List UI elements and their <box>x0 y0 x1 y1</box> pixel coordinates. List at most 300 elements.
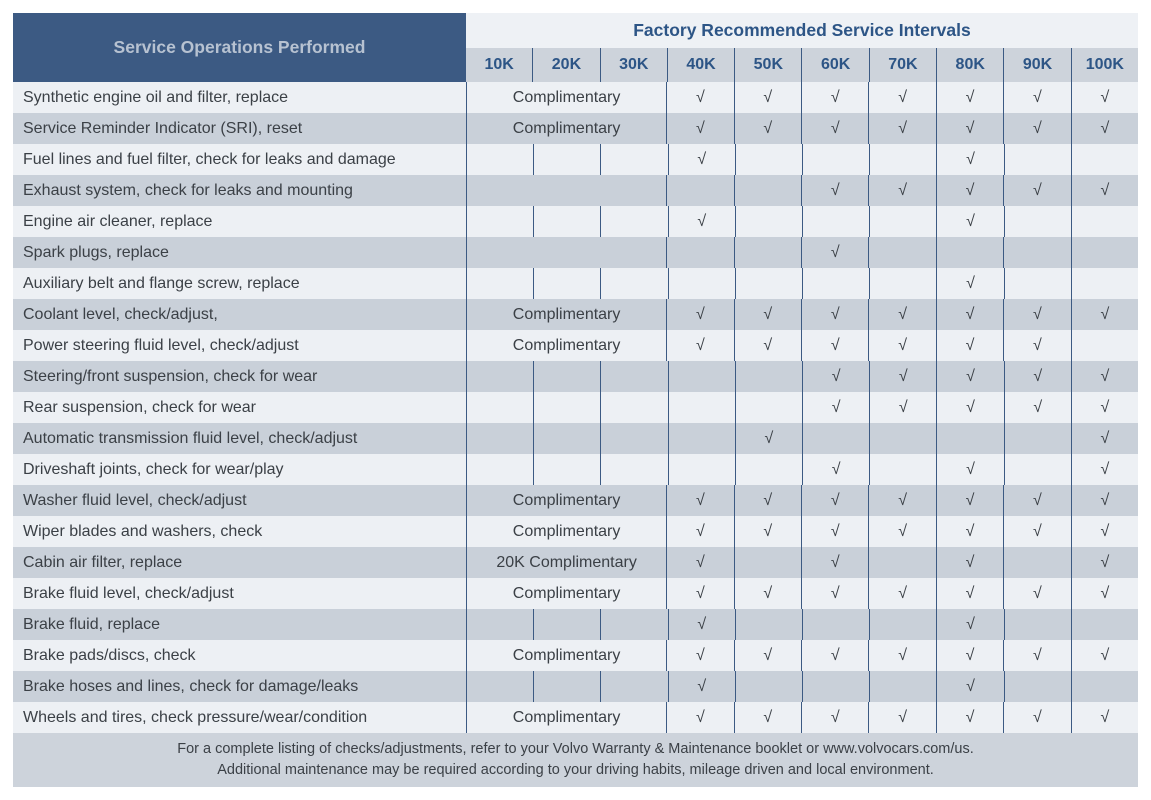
interval-cell-100k <box>1071 206 1138 237</box>
interval-cell-70k <box>868 330 935 361</box>
row-label: Power steering fluid level, check/adjust <box>23 336 299 354</box>
row-cells <box>466 578 1138 609</box>
interval-cell-60k <box>801 702 868 733</box>
interval-cell-20k <box>533 454 600 485</box>
interval-cell-20k <box>533 609 600 640</box>
checkmark-icon: √ <box>763 491 773 509</box>
checkmark-icon: √ <box>1100 522 1110 540</box>
table-row <box>13 578 1138 609</box>
interval-cell-10k <box>467 392 533 423</box>
interval-cell-60k <box>801 113 868 144</box>
complimentary-span-cell: Complimentary <box>512 522 621 540</box>
intervals-header <box>466 13 1138 82</box>
checkmark-icon: √ <box>831 460 841 478</box>
interval-cell-60k <box>801 330 868 361</box>
row-label: Engine air cleaner, replace <box>23 212 213 230</box>
interval-cell-40k <box>666 299 733 330</box>
checkmark-icon: √ <box>696 553 705 571</box>
interval-cell-40k <box>668 268 735 299</box>
interval-cell-70k <box>869 609 936 640</box>
row-label: Brake fluid, replace <box>23 615 160 633</box>
row-label: Driveshaft joints, check for wear/play <box>23 460 284 478</box>
interval-cell-40k <box>666 82 733 113</box>
interval-cell-60k <box>801 82 868 113</box>
checkmark-icon: √ <box>966 398 975 416</box>
checkmark-icon: √ <box>898 181 908 199</box>
checkmark-icon: √ <box>830 708 840 726</box>
checkmark-icon: √ <box>696 336 705 354</box>
interval-cell-50k <box>734 640 801 671</box>
interval-cell-90k <box>1003 516 1070 547</box>
interval-cell-100k <box>1071 640 1138 671</box>
interval-cell-60k <box>801 547 868 578</box>
interval-cell-50k <box>735 609 802 640</box>
service-operations-header: Service Operations Performed <box>13 13 466 82</box>
interval-cell-70k <box>869 206 936 237</box>
interval-cell-80k <box>936 82 1003 113</box>
interval-cell-20k <box>533 423 600 454</box>
checkmark-icon: √ <box>1100 553 1110 571</box>
interval-cell-50k <box>734 82 801 113</box>
interval-cell-40k <box>668 454 735 485</box>
checkmark-icon: √ <box>1033 708 1042 726</box>
interval-cell-10k <box>467 361 533 392</box>
footer-line-2: Additional maintenance may be required according to your driving habits, mileage driven and local environment. <box>217 762 934 778</box>
interval-cell-30k <box>600 392 667 423</box>
interval-cell-40k <box>668 144 735 175</box>
complimentary-span-cell: Complimentary <box>512 88 621 106</box>
checkmark-icon: √ <box>1100 584 1110 602</box>
checkmark-icon: √ <box>763 522 773 540</box>
checkmark-icon: √ <box>898 491 908 509</box>
row-cells <box>466 485 1138 516</box>
row-cells <box>466 671 1138 702</box>
checkmark-icon: √ <box>966 212 975 230</box>
interval-cell-80k <box>936 113 1003 144</box>
checkmark-icon: √ <box>965 646 975 664</box>
table-row <box>13 702 1138 733</box>
interval-cell-90k <box>1003 299 1070 330</box>
interval-cell-40k <box>666 640 733 671</box>
interval-cell-100k <box>1071 175 1138 206</box>
interval-cell-40k <box>668 609 735 640</box>
row-cells <box>466 299 1138 330</box>
row-cells <box>466 175 1138 206</box>
interval-cell-80k <box>936 392 1003 423</box>
interval-cell-60k <box>802 454 869 485</box>
interval-cell-80k <box>936 485 1003 516</box>
checkmark-icon: √ <box>965 181 975 199</box>
checkmark-icon: √ <box>697 677 707 695</box>
interval-cell-90k <box>1004 609 1071 640</box>
checkmark-icon: √ <box>763 119 773 137</box>
interval-cell-50k <box>734 516 801 547</box>
interval-cell-60k <box>802 361 869 392</box>
checkmark-icon: √ <box>965 305 975 323</box>
row-label: Service Reminder Indicator (SRI), reset <box>23 119 303 137</box>
interval-cell-10k <box>467 268 533 299</box>
checkmark-icon: √ <box>898 336 908 354</box>
row-cells <box>466 392 1138 423</box>
interval-cell-70k <box>869 671 936 702</box>
checkmark-icon: √ <box>965 522 975 540</box>
interval-cell-50k <box>734 237 801 268</box>
interval-cell-50k <box>735 268 802 299</box>
interval-cell-80k <box>936 268 1003 299</box>
interval-cell-20k <box>533 671 600 702</box>
column-header-50k: 50K <box>734 48 801 82</box>
checkmark-icon: √ <box>965 708 975 726</box>
interval-cell-90k <box>1003 547 1070 578</box>
complimentary-span-cell: Complimentary <box>512 646 621 664</box>
checkmark-icon: √ <box>898 646 908 664</box>
interval-cell-70k <box>869 144 936 175</box>
column-header-60k: 60K <box>801 48 868 82</box>
checkmark-icon: √ <box>1100 429 1110 447</box>
interval-cell-100k <box>1071 113 1138 144</box>
row-label: Rear suspension, check for wear <box>23 398 256 416</box>
checkmark-icon: √ <box>831 367 841 385</box>
interval-cell-100k <box>1071 702 1138 733</box>
checkmark-icon: √ <box>1033 336 1042 354</box>
column-header-20k: 20K <box>532 48 599 82</box>
interval-cell-70k <box>868 547 935 578</box>
checkmark-icon: √ <box>830 646 840 664</box>
checkmark-icon: √ <box>696 491 705 509</box>
interval-cell-40k <box>666 702 733 733</box>
interval-cell-90k <box>1003 113 1070 144</box>
checkmark-icon: √ <box>1033 491 1042 509</box>
table-row <box>13 113 1138 144</box>
interval-cell-70k <box>868 237 935 268</box>
table-row <box>13 609 1138 640</box>
table-row <box>13 547 1138 578</box>
interval-cell-90k <box>1004 268 1071 299</box>
interval-cell-100k <box>1071 237 1138 268</box>
interval-cell-50k <box>734 702 801 733</box>
interval-cell-70k <box>868 113 935 144</box>
checkmark-icon: √ <box>965 88 975 106</box>
interval-cell-30k <box>600 454 667 485</box>
interval-cell-80k <box>936 516 1003 547</box>
checkmark-icon: √ <box>1033 305 1042 323</box>
row-label: Steering/front suspension, check for wear <box>23 367 318 385</box>
interval-cell-70k <box>869 361 936 392</box>
interval-cell-90k <box>1004 206 1071 237</box>
checkmark-icon: √ <box>966 274 975 292</box>
interval-cell-30k <box>600 671 667 702</box>
interval-cell-90k <box>1004 361 1071 392</box>
checkmark-icon: √ <box>1100 398 1110 416</box>
row-cells <box>466 361 1138 392</box>
interval-cell-70k <box>868 485 935 516</box>
checkmark-icon: √ <box>696 522 705 540</box>
interval-cell-50k <box>734 578 801 609</box>
interval-cell-80k <box>936 330 1003 361</box>
interval-cell-100k <box>1071 547 1138 578</box>
table-row <box>13 144 1138 175</box>
column-header-70k: 70K <box>869 48 936 82</box>
interval-cell-10k <box>467 671 533 702</box>
checkmark-icon: √ <box>1100 367 1110 385</box>
checkmark-icon: √ <box>965 336 975 354</box>
table-row <box>13 175 1138 206</box>
interval-cell-60k <box>801 578 868 609</box>
interval-cell-90k <box>1004 144 1071 175</box>
interval-cell-50k <box>734 113 801 144</box>
interval-cell-60k <box>801 485 868 516</box>
checkmark-icon: √ <box>966 677 975 695</box>
interval-cell-90k <box>1003 237 1070 268</box>
checkmark-icon: √ <box>1100 708 1110 726</box>
interval-cell-80k <box>936 578 1003 609</box>
row-label: Wiper blades and washers, check <box>23 522 263 540</box>
checkmark-icon: √ <box>830 119 840 137</box>
factory-intervals-title: Factory Recommended Service Intervals <box>466 13 1138 48</box>
row-label: Coolant level, check/adjust, <box>23 305 218 323</box>
checkmark-icon: √ <box>696 119 705 137</box>
interval-cell-60k <box>802 609 869 640</box>
row-label: Washer fluid level, check/adjust <box>23 491 247 509</box>
interval-cell-20k <box>533 206 600 237</box>
checkmark-icon: √ <box>1033 119 1042 137</box>
table-row <box>13 454 1138 485</box>
interval-cell-100k <box>1071 485 1138 516</box>
interval-cell-20k <box>533 361 600 392</box>
table-row <box>13 640 1138 671</box>
interval-cell-20k <box>533 268 600 299</box>
row-label: Synthetic engine oil and filter, replace <box>23 88 289 106</box>
checkmark-icon: √ <box>966 460 975 478</box>
interval-cell-30k <box>600 268 667 299</box>
interval-cell-10k <box>467 609 533 640</box>
table-row <box>13 82 1138 113</box>
checkmark-icon: √ <box>1033 398 1043 416</box>
column-header-10k: 10K <box>484 56 514 73</box>
interval-cell-80k <box>936 299 1003 330</box>
interval-cell-90k <box>1003 82 1070 113</box>
table-row <box>13 268 1138 299</box>
row-cells <box>466 206 1138 237</box>
interval-cell-100k <box>1071 609 1138 640</box>
row-label: Cabin air filter, replace <box>23 553 183 571</box>
row-label: Wheels and tires, check pressure/wear/condition <box>23 708 368 726</box>
table-row <box>13 330 1138 361</box>
checkmark-icon: √ <box>966 615 975 633</box>
interval-cell-20k <box>533 392 600 423</box>
checkmark-icon: √ <box>830 88 840 106</box>
interval-cell-80k <box>936 237 1003 268</box>
checkmark-icon: √ <box>830 305 840 323</box>
checkmark-icon: √ <box>831 398 841 416</box>
interval-cell-60k <box>802 206 869 237</box>
interval-cell-60k <box>801 640 868 671</box>
table-row <box>13 206 1138 237</box>
row-cells <box>466 516 1138 547</box>
interval-cell-50k <box>735 206 802 237</box>
interval-cell-60k <box>802 144 869 175</box>
checkmark-icon: √ <box>764 429 774 447</box>
table-row <box>13 237 1138 268</box>
interval-cell-30k <box>600 144 667 175</box>
interval-cell-40k <box>666 485 733 516</box>
checkmark-icon: √ <box>1033 522 1042 540</box>
interval-cell-80k <box>936 423 1003 454</box>
interval-cell-80k <box>936 640 1003 671</box>
interval-cell-40k <box>666 175 733 206</box>
checkmark-icon: √ <box>830 522 840 540</box>
table-row <box>13 516 1138 547</box>
row-cells <box>466 268 1138 299</box>
interval-cell-40k <box>668 423 735 454</box>
interval-cell-40k <box>666 113 733 144</box>
interval-cell-30k <box>600 423 667 454</box>
interval-cell-60k <box>801 237 868 268</box>
service-interval-table <box>13 13 1138 787</box>
checkmark-icon: √ <box>763 708 773 726</box>
column-header-100k: 100K <box>1071 48 1138 82</box>
interval-cell-60k <box>801 175 868 206</box>
interval-cell-40k <box>666 516 733 547</box>
row-label: Spark plugs, replace <box>23 243 169 261</box>
complimentary-span-cell: Complimentary <box>512 708 621 726</box>
interval-cell-40k <box>668 361 735 392</box>
interval-cell-90k <box>1003 578 1070 609</box>
complimentary-span-cell: Complimentary <box>512 119 621 137</box>
checkmark-icon: √ <box>1033 181 1042 199</box>
interval-cell-10k <box>467 423 533 454</box>
interval-cell-80k <box>936 144 1003 175</box>
checkmark-icon: √ <box>1100 88 1110 106</box>
interval-cell-80k <box>936 609 1003 640</box>
interval-cell-100k <box>1071 671 1138 702</box>
checkmark-icon: √ <box>697 212 707 230</box>
interval-cell-70k <box>868 175 935 206</box>
interval-cell-40k <box>668 671 735 702</box>
checkmark-icon: √ <box>830 553 840 571</box>
checkmark-icon: √ <box>1033 367 1043 385</box>
interval-cell-50k <box>735 144 802 175</box>
table-row <box>13 671 1138 702</box>
checkmark-icon: √ <box>1100 119 1110 137</box>
checkmark-icon: √ <box>898 398 908 416</box>
checkmark-icon: √ <box>1100 181 1110 199</box>
interval-cell-80k <box>936 175 1003 206</box>
complimentary-span-cell: Complimentary <box>512 584 621 602</box>
row-cells <box>466 640 1138 671</box>
interval-cell-10k <box>467 206 533 237</box>
row-cells <box>466 144 1138 175</box>
checkmark-icon: √ <box>830 181 840 199</box>
column-header-90k: 90K <box>1003 48 1070 82</box>
interval-cell-50k <box>734 547 801 578</box>
row-cells <box>466 113 1138 144</box>
complimentary-span-cell: Complimentary <box>512 305 621 323</box>
row-label: Brake pads/discs, check <box>23 646 196 664</box>
interval-cell-70k <box>868 516 935 547</box>
checkmark-icon: √ <box>1100 491 1110 509</box>
checkmark-icon: √ <box>966 150 975 168</box>
interval-cell-40k <box>666 330 733 361</box>
checkmark-icon: √ <box>696 305 705 323</box>
checkmark-icon: √ <box>898 584 908 602</box>
interval-cell-40k <box>666 578 733 609</box>
interval-cell-90k <box>1003 702 1070 733</box>
interval-cell-100k <box>1071 361 1138 392</box>
interval-cell-90k <box>1004 423 1071 454</box>
interval-cell-90k <box>1004 454 1071 485</box>
interval-cell-100k <box>1071 423 1138 454</box>
interval-cell-50k <box>734 330 801 361</box>
interval-cell-60k <box>801 516 868 547</box>
checkmark-icon: √ <box>898 522 908 540</box>
checkmark-icon: √ <box>696 708 705 726</box>
interval-cell-70k <box>868 640 935 671</box>
complimentary-span-cell <box>467 237 666 268</box>
checkmark-icon: √ <box>965 553 975 571</box>
checkmark-icon: √ <box>830 491 840 509</box>
checkmark-icon: √ <box>697 615 707 633</box>
table-row <box>13 392 1138 423</box>
interval-cell-50k <box>735 671 802 702</box>
table-header <box>13 13 1138 82</box>
checkmark-icon: √ <box>898 708 908 726</box>
complimentary-span-cell: 20K Complimentary <box>496 553 637 571</box>
column-header-30k: 30K <box>600 48 667 82</box>
interval-cell-60k <box>802 268 869 299</box>
footer-note <box>13 733 1138 787</box>
interval-cell-100k <box>1071 299 1138 330</box>
checkmark-icon: √ <box>898 367 908 385</box>
interval-cell-60k <box>802 671 869 702</box>
column-headers <box>466 48 1138 82</box>
table-row <box>13 361 1138 392</box>
interval-cell-80k <box>936 206 1003 237</box>
checkmark-icon: √ <box>830 584 840 602</box>
interval-cell-60k <box>802 423 869 454</box>
row-cells <box>466 609 1138 640</box>
checkmark-icon: √ <box>1033 584 1042 602</box>
table-row <box>13 485 1138 516</box>
row-label: Automatic transmission fluid level, check/adjust <box>23 429 358 447</box>
row-cells <box>466 330 1138 361</box>
interval-cell-100k <box>1071 516 1138 547</box>
interval-cell-70k <box>869 392 936 423</box>
complimentary-span-cell: Complimentary <box>512 491 621 509</box>
interval-cell-50k <box>734 485 801 516</box>
interval-cell-80k <box>936 547 1003 578</box>
interval-cell-80k <box>936 454 1003 485</box>
interval-cell-90k <box>1003 640 1070 671</box>
interval-cell-100k <box>1071 454 1138 485</box>
complimentary-span-cell <box>467 175 666 206</box>
interval-cell-70k <box>869 454 936 485</box>
column-header-80k: 80K <box>936 48 1003 82</box>
interval-cell-40k <box>668 206 735 237</box>
interval-cell-90k <box>1003 330 1070 361</box>
row-cells <box>466 423 1138 454</box>
interval-cell-100k <box>1071 392 1138 423</box>
interval-cell-80k <box>936 702 1003 733</box>
interval-cell-10k <box>467 144 533 175</box>
interval-cell-10k <box>467 454 533 485</box>
checkmark-icon: √ <box>830 336 840 354</box>
interval-cell-50k <box>735 392 802 423</box>
interval-cell-100k <box>1071 330 1138 361</box>
row-cells <box>466 237 1138 268</box>
interval-cell-70k <box>868 578 935 609</box>
row-cells <box>466 702 1138 733</box>
